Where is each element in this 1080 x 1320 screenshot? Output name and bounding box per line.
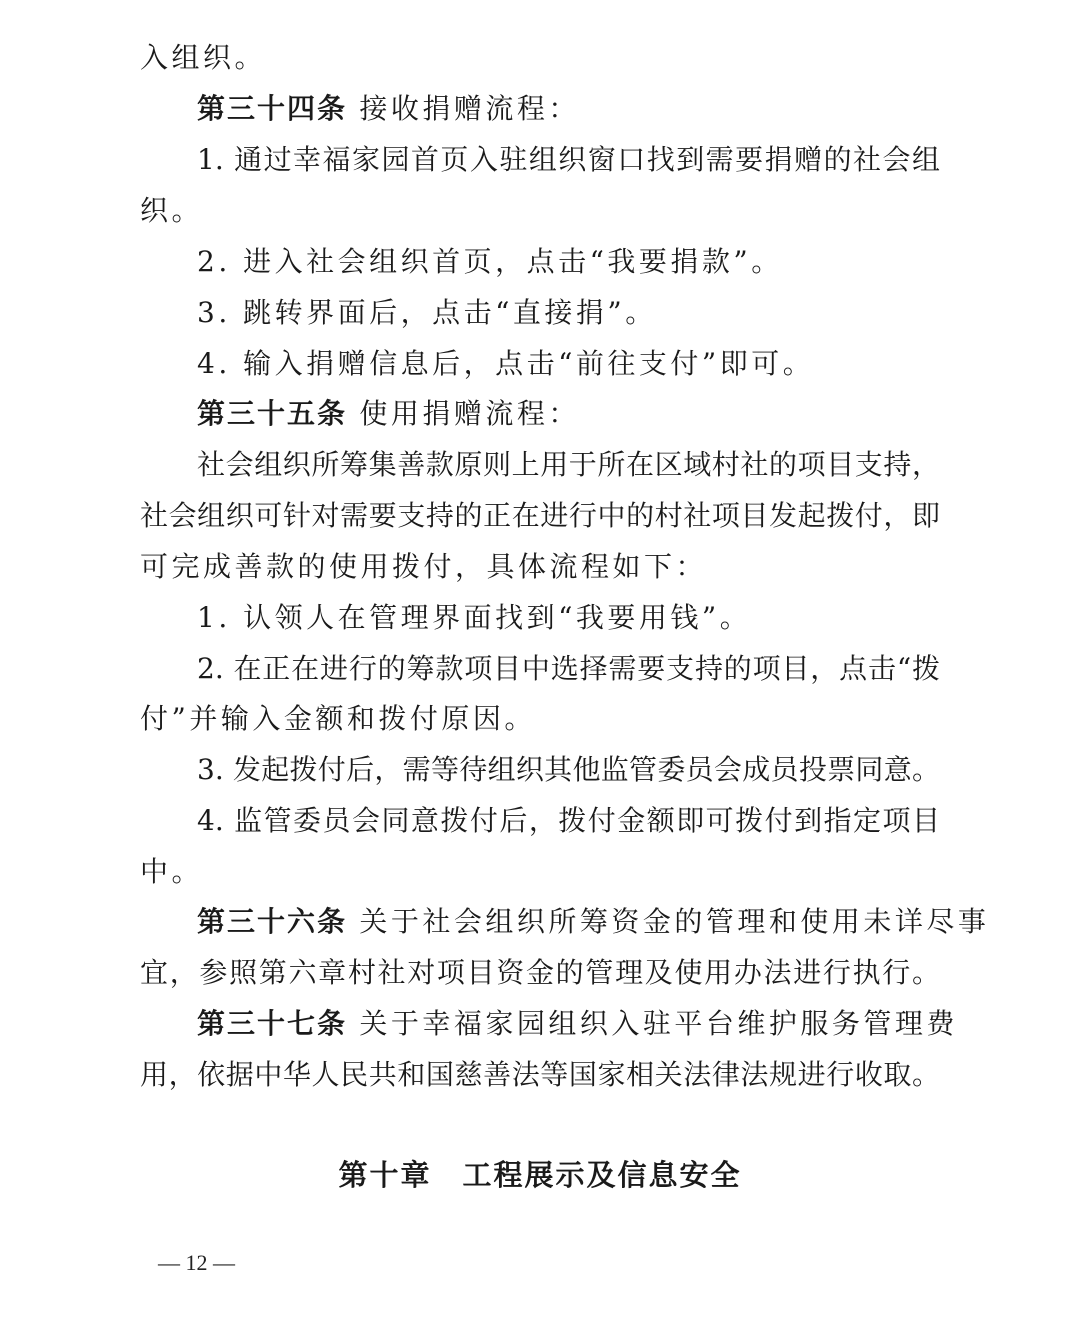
article-34-heading: [197, 84, 940, 134]
line-text: 社会组织所筹集善款原则上用于所在区域村社的项目支持，: [197, 448, 940, 481]
line-text: 入组织。: [140, 41, 267, 74]
paragraph-line: [140, 33, 940, 83]
line-text: 可完成善款的使用拨付，具体流程如下：: [140, 550, 708, 583]
paragraph-line: [197, 796, 940, 846]
paragraph-line: [140, 1050, 940, 1100]
article-36-heading: [197, 897, 990, 947]
article-number: 第三十五条: [197, 397, 348, 430]
paragraph-line: [197, 135, 940, 185]
paragraph-line: [197, 440, 940, 490]
line-text: 宜，参照第六章村社对项目资金的管理及使用办法进行执行。: [140, 956, 940, 989]
line-text: 4. 输入捐赠信息后，点击“前往支付”即可。: [197, 347, 815, 380]
paragraph-line: [140, 694, 940, 744]
article-37-heading: [197, 999, 958, 1049]
article-number: 第三十六条: [197, 905, 348, 938]
line-text: 3. 发起拨付后，需等待组织其他监管委员会成员投票同意。: [197, 753, 940, 786]
line-text: 1. 认领人在管理界面找到“我要用钱”。: [197, 601, 752, 634]
paragraph-line: [197, 237, 940, 287]
line-text: 3. 跳转界面后，点击“直接捐”。: [197, 296, 657, 329]
paragraph-line: [197, 593, 940, 643]
line-text: 2. 进入社会组织首页，点击“我要捐款”。: [197, 245, 783, 278]
line-text: 付”并输入金额和拨付原因。: [140, 702, 536, 735]
chapter-title: 第十章 工程展示及信息安全: [338, 1158, 742, 1192]
article-number: 第三十七条: [197, 1007, 348, 1040]
article-title: 关于社会组织所筹资金的管理和使用未详尽事: [359, 905, 990, 938]
line-text: 2. 在正在进行的筹款项目中选择需要支持的项目，点击“拨: [197, 652, 940, 685]
paragraph-line: [197, 644, 940, 694]
line-text: 4. 监管委员会同意拨付后，拨付金额即可拨付到指定项目: [197, 804, 940, 837]
paragraph-line: [140, 186, 940, 236]
line-text: 织。: [140, 194, 204, 227]
line-text: 中。: [140, 855, 204, 888]
paragraph-line: [140, 847, 940, 897]
paragraph-line: [197, 288, 940, 338]
article-number: 第三十四条: [197, 92, 348, 125]
paragraph-line: [197, 745, 940, 795]
line-text: 社会组织可针对需要支持的正在进行中的村社项目发起拨付，即: [140, 499, 940, 532]
paragraph-line: [140, 542, 940, 592]
article-title: 接收捐赠流程：: [359, 92, 580, 125]
article-title: 关于幸福家园组织入驻平台维护服务管理费: [359, 1007, 958, 1040]
line-text: 用，依据中华人民共和国慈善法等国家相关法律法规进行收取。: [140, 1058, 940, 1091]
article-35-heading: [197, 389, 940, 439]
line-text: 1. 通过幸福家园首页入驻组织窗口找到需要捐赠的社会组: [197, 143, 940, 176]
paragraph-line: [197, 339, 940, 389]
paragraph-line: [140, 948, 940, 998]
article-title: 使用捐赠流程：: [359, 397, 580, 430]
page-number: — 12 —: [158, 1250, 235, 1275]
paragraph-line: [140, 491, 940, 541]
